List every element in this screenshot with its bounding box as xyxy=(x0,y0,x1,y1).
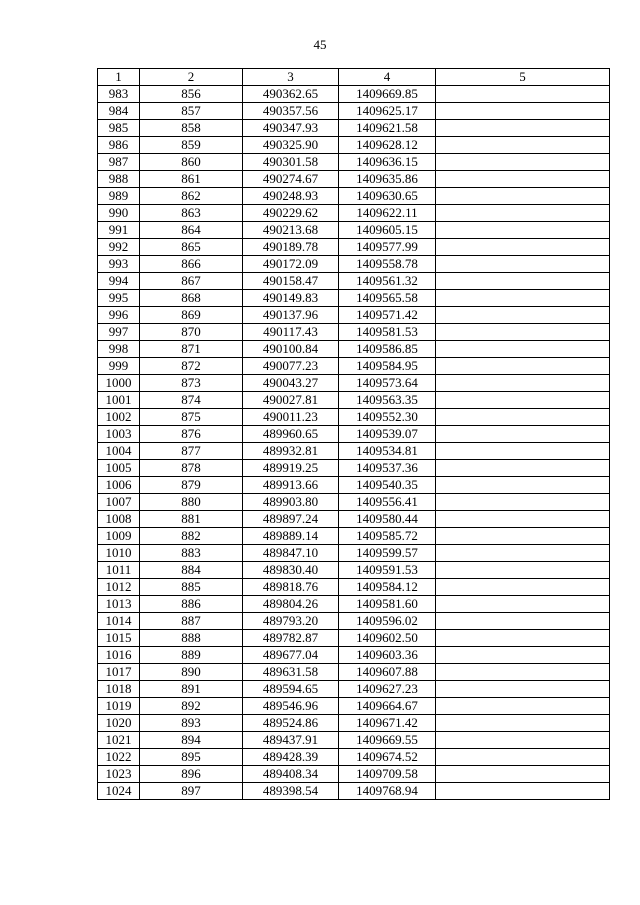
note-cell xyxy=(436,562,610,579)
vertex-number-cell: 892 xyxy=(140,698,243,715)
note-cell xyxy=(436,273,610,290)
vertex-number-cell: 880 xyxy=(140,494,243,511)
note-cell xyxy=(436,494,610,511)
note-cell xyxy=(436,171,610,188)
table-row xyxy=(98,630,610,647)
y-coordinate-cell: 1409552.30 xyxy=(339,409,436,426)
point-number-cell: 985 xyxy=(98,120,140,137)
note-cell xyxy=(436,511,610,528)
point-number-cell: 1015 xyxy=(98,630,140,647)
x-coordinate-cell: 489546.96 xyxy=(243,698,339,715)
x-coordinate-cell: 490357.56 xyxy=(243,103,339,120)
vertex-number-cell: 860 xyxy=(140,154,243,171)
note-cell xyxy=(436,783,610,800)
vertex-number-cell: 862 xyxy=(140,188,243,205)
note-cell xyxy=(436,443,610,460)
table-row xyxy=(98,783,610,800)
point-number-cell: 1018 xyxy=(98,681,140,698)
x-coordinate-cell: 489408.34 xyxy=(243,766,339,783)
vertex-number-cell: 875 xyxy=(140,409,243,426)
table-row xyxy=(98,732,610,749)
y-coordinate-cell: 1409581.53 xyxy=(339,324,436,341)
column-header-4: 4 xyxy=(339,69,436,86)
y-coordinate-cell: 1409556.41 xyxy=(339,494,436,511)
vertex-number-cell: 889 xyxy=(140,647,243,664)
y-coordinate-cell: 1409585.72 xyxy=(339,528,436,545)
vertex-number-cell: 896 xyxy=(140,766,243,783)
vertex-number-cell: 878 xyxy=(140,460,243,477)
x-coordinate-cell: 489830.40 xyxy=(243,562,339,579)
x-coordinate-cell: 489897.24 xyxy=(243,511,339,528)
note-cell xyxy=(436,137,610,154)
note-cell xyxy=(436,477,610,494)
table-row xyxy=(98,664,610,681)
x-coordinate-cell: 489782.87 xyxy=(243,630,339,647)
x-coordinate-cell: 489793.20 xyxy=(243,613,339,630)
y-coordinate-cell: 1409563.35 xyxy=(339,392,436,409)
vertex-number-cell: 894 xyxy=(140,732,243,749)
point-number-cell: 1009 xyxy=(98,528,140,545)
point-number-cell: 1019 xyxy=(98,698,140,715)
point-number-cell: 1022 xyxy=(98,749,140,766)
x-coordinate-cell: 489932.81 xyxy=(243,443,339,460)
x-coordinate-cell: 490027.81 xyxy=(243,392,339,409)
table-row xyxy=(98,766,610,783)
point-number-cell: 997 xyxy=(98,324,140,341)
vertex-number-cell: 891 xyxy=(140,681,243,698)
vertex-number-cell: 872 xyxy=(140,358,243,375)
note-cell xyxy=(436,290,610,307)
table-row xyxy=(98,171,610,188)
x-coordinate-cell: 489428.39 xyxy=(243,749,339,766)
point-number-cell: 996 xyxy=(98,307,140,324)
x-coordinate-cell: 489818.76 xyxy=(243,579,339,596)
note-cell xyxy=(436,188,610,205)
vertex-number-cell: 886 xyxy=(140,596,243,613)
column-header-2: 2 xyxy=(140,69,243,86)
y-coordinate-cell: 1409622.11 xyxy=(339,205,436,222)
table-row xyxy=(98,375,610,392)
vertex-number-cell: 856 xyxy=(140,86,243,103)
point-number-cell: 998 xyxy=(98,341,140,358)
y-coordinate-cell: 1409627.23 xyxy=(339,681,436,698)
note-cell xyxy=(436,596,610,613)
vertex-number-cell: 876 xyxy=(140,426,243,443)
y-coordinate-cell: 1409599.57 xyxy=(339,545,436,562)
note-cell xyxy=(436,154,610,171)
note-cell xyxy=(436,239,610,256)
x-coordinate-cell: 490347.93 xyxy=(243,120,339,137)
note-cell xyxy=(436,324,610,341)
vertex-number-cell: 859 xyxy=(140,137,243,154)
vertex-number-cell: 885 xyxy=(140,579,243,596)
table-row xyxy=(98,205,610,222)
vertex-number-cell: 868 xyxy=(140,290,243,307)
point-number-cell: 1007 xyxy=(98,494,140,511)
x-coordinate-cell: 489960.65 xyxy=(243,426,339,443)
table-row xyxy=(98,545,610,562)
y-coordinate-cell: 1409671.42 xyxy=(339,715,436,732)
note-cell xyxy=(436,375,610,392)
vertex-number-cell: 863 xyxy=(140,205,243,222)
table-row xyxy=(98,358,610,375)
point-number-cell: 992 xyxy=(98,239,140,256)
y-coordinate-cell: 1409768.94 xyxy=(339,783,436,800)
x-coordinate-cell: 489903.80 xyxy=(243,494,339,511)
y-coordinate-cell: 1409561.32 xyxy=(339,273,436,290)
note-cell xyxy=(436,681,610,698)
point-number-cell: 991 xyxy=(98,222,140,239)
vertex-number-cell: 858 xyxy=(140,120,243,137)
vertex-number-cell: 895 xyxy=(140,749,243,766)
table-row xyxy=(98,409,610,426)
note-cell xyxy=(436,222,610,239)
y-coordinate-cell: 1409621.58 xyxy=(339,120,436,137)
table-row xyxy=(98,477,610,494)
column-header-1: 1 xyxy=(98,69,140,86)
y-coordinate-cell: 1409580.44 xyxy=(339,511,436,528)
note-cell xyxy=(436,579,610,596)
table-row xyxy=(98,528,610,545)
table-row xyxy=(98,324,610,341)
x-coordinate-cell: 489524.86 xyxy=(243,715,339,732)
y-coordinate-cell: 1409537.36 xyxy=(339,460,436,477)
table-row xyxy=(98,511,610,528)
vertex-number-cell: 864 xyxy=(140,222,243,239)
note-cell xyxy=(436,307,610,324)
y-coordinate-cell: 1409709.58 xyxy=(339,766,436,783)
y-coordinate-cell: 1409573.64 xyxy=(339,375,436,392)
point-number-cell: 1004 xyxy=(98,443,140,460)
y-coordinate-cell: 1409591.53 xyxy=(339,562,436,579)
table-row xyxy=(98,426,610,443)
x-coordinate-cell: 489889.14 xyxy=(243,528,339,545)
vertex-number-cell: 869 xyxy=(140,307,243,324)
vertex-number-cell: 867 xyxy=(140,273,243,290)
y-coordinate-cell: 1409664.67 xyxy=(339,698,436,715)
table-row xyxy=(98,273,610,290)
note-cell xyxy=(436,766,610,783)
y-coordinate-cell: 1409674.52 xyxy=(339,749,436,766)
column-header-3: 3 xyxy=(243,69,339,86)
y-coordinate-cell: 1409669.85 xyxy=(339,86,436,103)
point-number-cell: 1012 xyxy=(98,579,140,596)
table-row xyxy=(98,239,610,256)
x-coordinate-cell: 490325.90 xyxy=(243,137,339,154)
y-coordinate-cell: 1409630.65 xyxy=(339,188,436,205)
y-coordinate-cell: 1409584.12 xyxy=(339,579,436,596)
table-row xyxy=(98,188,610,205)
vertex-number-cell: 865 xyxy=(140,239,243,256)
note-cell xyxy=(436,698,610,715)
point-number-cell: 1011 xyxy=(98,562,140,579)
note-cell xyxy=(436,613,610,630)
y-coordinate-cell: 1409540.35 xyxy=(339,477,436,494)
note-cell xyxy=(436,392,610,409)
point-number-cell: 1024 xyxy=(98,783,140,800)
note-cell xyxy=(436,426,610,443)
coordinates-table xyxy=(97,68,610,800)
vertex-number-cell: 881 xyxy=(140,511,243,528)
point-number-cell: 1006 xyxy=(98,477,140,494)
page-number: 45 xyxy=(313,37,327,52)
y-coordinate-cell: 1409534.81 xyxy=(339,443,436,460)
note-cell xyxy=(436,664,610,681)
vertex-number-cell: 857 xyxy=(140,103,243,120)
x-coordinate-cell: 490274.67 xyxy=(243,171,339,188)
vertex-number-cell: 874 xyxy=(140,392,243,409)
vertex-number-cell: 897 xyxy=(140,783,243,800)
x-coordinate-cell: 489919.25 xyxy=(243,460,339,477)
table-row xyxy=(98,443,610,460)
y-coordinate-cell: 1409635.86 xyxy=(339,171,436,188)
x-coordinate-cell: 490158.47 xyxy=(243,273,339,290)
vertex-number-cell: 873 xyxy=(140,375,243,392)
x-coordinate-cell: 490137.96 xyxy=(243,307,339,324)
table-row xyxy=(98,681,610,698)
vertex-number-cell: 882 xyxy=(140,528,243,545)
x-coordinate-cell: 490362.65 xyxy=(243,86,339,103)
x-coordinate-cell: 489913.66 xyxy=(243,477,339,494)
point-number-cell: 1023 xyxy=(98,766,140,783)
table-body xyxy=(98,86,610,800)
point-number-cell: 990 xyxy=(98,205,140,222)
point-number-cell: 989 xyxy=(98,188,140,205)
point-number-cell: 1021 xyxy=(98,732,140,749)
note-cell xyxy=(436,630,610,647)
point-number-cell: 1014 xyxy=(98,613,140,630)
vertex-number-cell: 870 xyxy=(140,324,243,341)
point-number-cell: 1003 xyxy=(98,426,140,443)
vertex-number-cell: 877 xyxy=(140,443,243,460)
table-row xyxy=(98,647,610,664)
point-number-cell: 987 xyxy=(98,154,140,171)
table-row xyxy=(98,137,610,154)
x-coordinate-cell: 489677.04 xyxy=(243,647,339,664)
note-cell xyxy=(436,545,610,562)
point-number-cell: 1002 xyxy=(98,409,140,426)
x-coordinate-cell: 489847.10 xyxy=(243,545,339,562)
y-coordinate-cell: 1409577.99 xyxy=(339,239,436,256)
point-number-cell: 986 xyxy=(98,137,140,154)
x-coordinate-cell: 490229.62 xyxy=(243,205,339,222)
point-number-cell: 994 xyxy=(98,273,140,290)
table-row xyxy=(98,290,610,307)
table-row xyxy=(98,460,610,477)
table-row xyxy=(98,562,610,579)
x-coordinate-cell: 489398.54 xyxy=(243,783,339,800)
point-number-cell: 993 xyxy=(98,256,140,273)
x-coordinate-cell: 490301.58 xyxy=(243,154,339,171)
note-cell xyxy=(436,715,610,732)
x-coordinate-cell: 490077.23 xyxy=(243,358,339,375)
table-row xyxy=(98,613,610,630)
table-row xyxy=(98,256,610,273)
vertex-number-cell: 883 xyxy=(140,545,243,562)
table-row xyxy=(98,596,610,613)
x-coordinate-cell: 489804.26 xyxy=(243,596,339,613)
table-row xyxy=(98,392,610,409)
table-row xyxy=(98,307,610,324)
note-cell xyxy=(436,341,610,358)
y-coordinate-cell: 1409596.02 xyxy=(339,613,436,630)
note-cell xyxy=(436,358,610,375)
point-number-cell: 995 xyxy=(98,290,140,307)
note-cell xyxy=(436,86,610,103)
x-coordinate-cell: 490043.27 xyxy=(243,375,339,392)
x-coordinate-cell: 490149.83 xyxy=(243,290,339,307)
table-row xyxy=(98,222,610,239)
table-row xyxy=(98,154,610,171)
vertex-number-cell: 887 xyxy=(140,613,243,630)
table-header-row xyxy=(98,69,610,86)
x-coordinate-cell: 490172.09 xyxy=(243,256,339,273)
y-coordinate-cell: 1409565.58 xyxy=(339,290,436,307)
x-coordinate-cell: 490117.43 xyxy=(243,324,339,341)
table-row xyxy=(98,120,610,137)
point-number-cell: 1020 xyxy=(98,715,140,732)
note-cell xyxy=(436,409,610,426)
vertex-number-cell: 879 xyxy=(140,477,243,494)
x-coordinate-cell: 490189.78 xyxy=(243,239,339,256)
table-row xyxy=(98,494,610,511)
point-number-cell: 1008 xyxy=(98,511,140,528)
y-coordinate-cell: 1409584.95 xyxy=(339,358,436,375)
point-number-cell: 988 xyxy=(98,171,140,188)
table-row xyxy=(98,341,610,358)
y-coordinate-cell: 1409602.50 xyxy=(339,630,436,647)
vertex-number-cell: 871 xyxy=(140,341,243,358)
y-coordinate-cell: 1409558.78 xyxy=(339,256,436,273)
y-coordinate-cell: 1409586.85 xyxy=(339,341,436,358)
vertex-number-cell: 888 xyxy=(140,630,243,647)
table-row xyxy=(98,698,610,715)
point-number-cell: 999 xyxy=(98,358,140,375)
note-cell xyxy=(436,528,610,545)
point-number-cell: 1001 xyxy=(98,392,140,409)
y-coordinate-cell: 1409605.15 xyxy=(339,222,436,239)
x-coordinate-cell: 489594.65 xyxy=(243,681,339,698)
x-coordinate-cell: 489437.91 xyxy=(243,732,339,749)
x-coordinate-cell: 490011.23 xyxy=(243,409,339,426)
table-row xyxy=(98,579,610,596)
y-coordinate-cell: 1409669.55 xyxy=(339,732,436,749)
note-cell xyxy=(436,120,610,137)
y-coordinate-cell: 1409625.17 xyxy=(339,103,436,120)
point-number-cell: 1017 xyxy=(98,664,140,681)
x-coordinate-cell: 490213.68 xyxy=(243,222,339,239)
y-coordinate-cell: 1409603.36 xyxy=(339,647,436,664)
note-cell xyxy=(436,460,610,477)
table-row xyxy=(98,86,610,103)
x-coordinate-cell: 489631.58 xyxy=(243,664,339,681)
point-number-cell: 1013 xyxy=(98,596,140,613)
y-coordinate-cell: 1409607.88 xyxy=(339,664,436,681)
vertex-number-cell: 884 xyxy=(140,562,243,579)
point-number-cell: 1005 xyxy=(98,460,140,477)
table-row xyxy=(98,715,610,732)
note-cell xyxy=(436,647,610,664)
y-coordinate-cell: 1409636.15 xyxy=(339,154,436,171)
note-cell xyxy=(436,205,610,222)
column-header-5: 5 xyxy=(436,69,610,86)
note-cell xyxy=(436,256,610,273)
y-coordinate-cell: 1409581.60 xyxy=(339,596,436,613)
y-coordinate-cell: 1409628.12 xyxy=(339,137,436,154)
y-coordinate-cell: 1409539.07 xyxy=(339,426,436,443)
note-cell xyxy=(436,732,610,749)
vertex-number-cell: 890 xyxy=(140,664,243,681)
point-number-cell: 1016 xyxy=(98,647,140,664)
vertex-number-cell: 866 xyxy=(140,256,243,273)
x-coordinate-cell: 490248.93 xyxy=(243,188,339,205)
point-number-cell: 1000 xyxy=(98,375,140,392)
vertex-number-cell: 861 xyxy=(140,171,243,188)
y-coordinate-cell: 1409571.42 xyxy=(339,307,436,324)
table-row xyxy=(98,749,610,766)
x-coordinate-cell: 490100.84 xyxy=(243,341,339,358)
note-cell xyxy=(436,103,610,120)
point-number-cell: 1010 xyxy=(98,545,140,562)
vertex-number-cell: 893 xyxy=(140,715,243,732)
table-row xyxy=(98,103,610,120)
point-number-cell: 984 xyxy=(98,103,140,120)
note-cell xyxy=(436,749,610,766)
point-number-cell: 983 xyxy=(98,86,140,103)
